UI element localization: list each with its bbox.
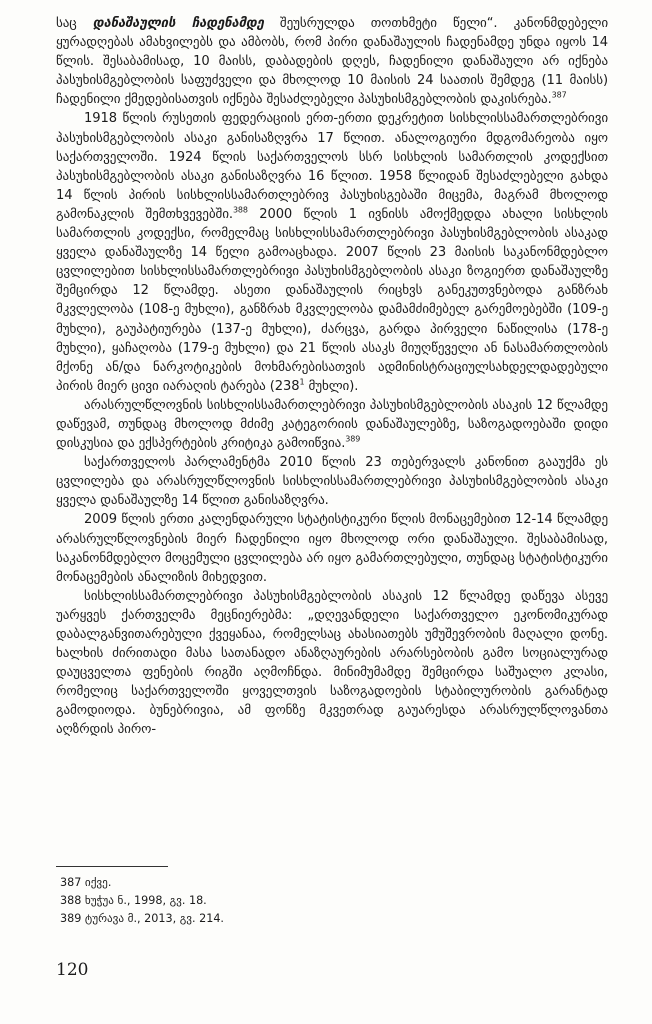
paragraph-2-text: 1918 წლის რუსეთის ფედერაციის ერთ-ერთი დეკრეტით სისხლისსამართლებრივი პასუხისმგებლობის ასაკი განისაზღვრა 17 წლით. ანალოგიური მდგომარეობა იყო საქართველოში. 1924 წლის საქართველოს სსრ სისხლის სამართლის კოდექსით პასუხისმგებლობის ასაკი განისაზღვრა 16 წლით. 1958 წლიდან შესაძლებელი გახდა 14 წლის პირის სისხლისსამართლებრივ პასუხისგებაში მიცემა, მაგრამ მხოლოდ გამონაკლის შემთხვევებში. [56,111,608,222]
footnote-ref-389[interactable]: 389 [345,434,361,444]
paragraph-3-text: არასრულწლოვნის სისხლისსამართლებრივი პასუხისმგებლობის ასაკის 12 წლამდე დაწევამ, თუნდაც მხოლოდ მძიმე კატეგორიის დანაშაულებზე, საზოგადოებაში დიდი დისკუსია და ექსპერტების კრიტიკა გამოიწვია. [56,397,608,452]
paragraph-2-text-end: მუხლი). [304,378,359,394]
footnotes [60,874,224,928]
footnote-divider [56,866,168,867]
article-superscript: 1 [299,377,305,387]
paragraph-2 [56,109,608,395]
paragraph-2-text-continued: 2000 წლის 1 ივნისს ამოქმედდა ახალი სისხლის სამართლის კოდექსი, რომელმაც სისხლისსამართლებრივი პასუხისმგებლობის ასაკად ყველა დანაშაულზე 14 წელი გამოაცხადა. 2007 წლის 23 მაისის საკანონმდებლო ცვლილებით სისხლისსამართლებრივი პასუხისმგებლობის ასაკი ზოგიერთ დანაშაულზე შემცირდა 12 წლამდე. ასეთი დანაშაულის რიცხვს განეკუთვნებოდა განზრახ მკვლელობა (108-ე მუხლი), განზრახ მკვლელობა დამამძიმებელ გარემოებებში (109-ე მუხლი), გაუპატიურება (137-ე მუხლი), ძარცვა, გარდა პირველი ნაწილისა (178-ე მუხლი), ყაჩაღობა (179-ე მუხლი) და 21 წლის ასაკს მიუღწეველი ან ნასამართლობის მქონე ან/და ნარკოტიკების მოხმარებისათვის ადმინისტრაციულსახდელდადებული პირის მიერ ცივი იარაღის ტარება (238 [56,206,608,394]
footnote-387: 387 იქვე. [60,876,112,889]
paragraph-4 [56,453,608,510]
page-body [56,14,608,740]
paragraph-5-text: 2009 წლის ერთი კალენდარული სტატისტიკური წლის მონაცემებით 12-14 წლამდე არასრულწლოვნების მიერ ჩადენილი იყო მხოლოდ ორი დანაშაული. შესაბამისად, საკანონმდებლო მოცემული ცვლილება არ იყო გამართლებული, თუნდაც სტატისტიკური მონაცემების ანალიზის მიხედვით. [56,512,608,585]
paragraph-6-text: სისხლისსამართლებრივი პასუხისმგებლობის ასაკის 12 წლამდე დაწევა ასევე უარყვეს ქართველმა მეცნიერებმა: „დღევანდელი საქართველო ეკონომიკურად დაბალგანვითარებული ქვეყანაა, რომელსაც ახასიათებს უმუშევრობის მაღალი დონე. ხალხის ძირითადი მასა სათანადო ანაზღაურების არარსებობის გამო სოციალურად დაუცველთა ფენების რიგში აღმოჩნდა. მინიმუმამდე შემცირდა საშუალო კლასი, რომელიც საქართველოში ყოველთვის საზოგადოების სტაბილურობის გარანტად გამოდიოდა. ბუნებრივია, ამ ფონზე მკვეთრად გაუარესდა არასრულწლოვანთა აღზრდის პირო- [56,588,608,738]
page-number: 120 [56,960,89,980]
paragraph-6 [56,587,608,740]
paragraph-5 [56,510,608,586]
paragraph-1-text: შეუსრულდა თოთხმეტი წელი“. კანონმდებელი ყურადღებას ამახვილებს და ამბობს, რომ პირი დანაშაულის ჩადენამდე უნდა იყოს 14 წლის. შესაბამისად, 10 მაისს, დაბადების დღეს, ჩადენილი დანაშაული არ იქნება პასუხისმგებლობის საფუძველი და მხოლოდ 10 მაისის 24 საათის შემდეგ (11 მაისს) ჩადენილი ქმედებისათვის იქნება შესაძლებელი პასუხისმგებლობის დაკისრება. [56,16,609,108]
footnote-ref-388[interactable]: 388 [232,205,248,215]
paragraph-4-text: საქართველოს პარლამენტმა 2010 წლის 23 თებერვალს კანონით გააუქმა ეს ცვლილება და არასრულწლოვნის სისხლისსამართლებრივი პასუხისმგებლობის ასაკი ყველა დანაშაულზე 14 წლით განისაზღვრა. [56,455,608,509]
emphasized-phrase: დანაშაულის ჩადენამდე [92,16,264,31]
paragraph-1-lead: საც [56,16,93,31]
footnote-388: 388 ხუჭუა ნ., 1998, გვ. 18. [60,894,207,907]
footnote-ref-387[interactable]: 387 [551,91,567,101]
footnote-389: 389 ტურავა მ., 2013, გვ. 214. [60,912,224,925]
paragraph-3 [56,396,608,453]
paragraph-1 [56,14,608,109]
